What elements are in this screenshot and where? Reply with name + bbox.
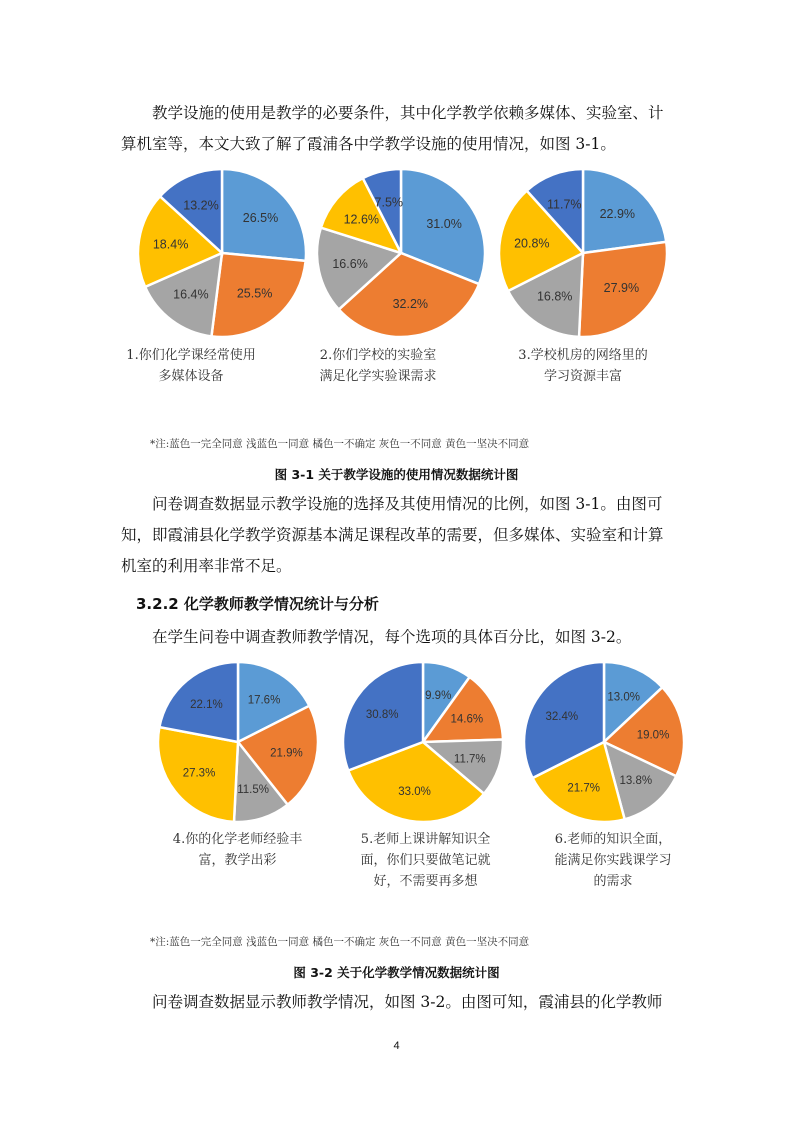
pie-3-label-orange: 27.9%	[603, 281, 640, 296]
pie-6-label-light-blue: 13.0%	[607, 691, 641, 704]
pie-chart-5	[333, 656, 513, 828]
figure-2-note: *注:蓝色一完全同意 浅蓝色一同意 橘色一不确定 灰色一不同意 黄色一坚决不同意	[150, 936, 530, 948]
pie-2-label-orange: 32.2%	[392, 297, 429, 312]
pie-5-label-gray: 11.7%	[453, 753, 486, 766]
pie-5-caption: 5.老师上课讲解知识全面，你们只要做笔记就好，不需要再多想	[360, 832, 491, 889]
pie-2-label-blue: 7.5%	[374, 195, 404, 210]
pie-3-label-light-blue: 22.9%	[599, 206, 636, 221]
intro-paragraph: 教学设施的使用是教学的必要条件，其中化学教学依赖多媒体、实验室、计算机室等，本文大致了解了霞浦各中学教学设施的使用情况，如图 3-1。	[121, 104, 664, 153]
pie-4-label-yellow: 27.3%	[182, 767, 216, 780]
pie-2-label-yellow: 12.6%	[343, 212, 380, 227]
pie-4-label-blue: 22.1%	[190, 698, 223, 711]
pie-chart-3	[485, 160, 685, 346]
pie-1-label-light-blue: 26.5%	[242, 210, 279, 225]
pie-3-caption: 3.学校机房的网络里的学习资源丰富	[518, 348, 648, 384]
page-number: 4	[393, 1040, 400, 1052]
pie-6-label-orange: 19.0%	[636, 729, 670, 742]
pie-5-label-orange: 14.6%	[450, 713, 484, 726]
pie-chart-1	[124, 160, 324, 346]
pie-6-label-gray: 13.8%	[619, 775, 653, 788]
pie-6-label-blue: 32.4%	[545, 711, 579, 723]
pie-1-caption: 1.你们化学课经常使用多媒体设备	[126, 348, 256, 384]
figure-1-note: *注:蓝色一完全同意 浅蓝色一同意 橘色一不确定 灰色一不同意 黄色一坚决不同意	[150, 438, 530, 450]
pie-4-label-gray: 11.5%	[237, 784, 269, 797]
pie-6-label-yellow: 21.7%	[567, 782, 601, 795]
pie-2-caption: 2.你们学校的实验室满足化学实验课需求	[319, 348, 437, 384]
pie-1-label-yellow: 18.4%	[152, 237, 189, 252]
survey-paragraph: 在学生问卷中调查教师教学情况，每个选项的具体百分比，如图 3-2。	[152, 628, 632, 646]
pie-chart-2	[303, 160, 503, 346]
pie-chart-6	[514, 656, 694, 828]
pie-5-label-yellow: 33.0%	[398, 785, 431, 798]
pie-4-label-orange: 21.9%	[270, 747, 303, 760]
pie-2-label-gray: 16.6%	[332, 257, 368, 272]
pie-3-label-blue: 11.7%	[547, 197, 582, 212]
analysis-paragraph-2: 问卷调查数据显示教师教学情况，如图 3-2。由图可知，霞浦县的化学教师	[152, 993, 663, 1011]
pie-3-label-yellow: 20.8%	[514, 236, 550, 251]
pie-3-label-gray: 16.8%	[536, 289, 573, 304]
pie-2-label-light-blue: 31.0%	[426, 216, 462, 231]
analysis-paragraph-1: 问卷调查数据显示教学设施的选择及其使用情况的比例，如图 3-1。由图可知，即霞浦县化学教学资源基本满足课程改革的需要，但多媒体、实验室和计算机室的利用率非常不足。	[121, 495, 664, 575]
pie-6-caption: 6.老师的知识全面，能满足你实践课学习的需求	[554, 832, 672, 889]
pie-1-label-orange: 25.5%	[236, 286, 273, 301]
figure-1-caption: 图 3-1 关于教学设施的使用情况数据统计图	[274, 467, 519, 482]
pie-4-label-light-blue: 17.6%	[247, 694, 281, 707]
pie-5-label-blue: 30.8%	[365, 708, 399, 721]
pie-1-label-gray: 16.4%	[173, 287, 209, 302]
section-heading: 3.2.2 化学教师教学情况统计与分析	[136, 595, 379, 613]
pie-1-label-blue: 13.2%	[183, 198, 219, 213]
pie-chart-4	[148, 656, 328, 828]
pie-4-caption: 4.你的化学老师经验丰富，教学出彩	[172, 832, 303, 868]
pie-5-label-light-blue: 9.9%	[425, 689, 452, 702]
figure-2-caption: 图 3-2 关于化学教学情况数据统计图	[293, 965, 500, 980]
